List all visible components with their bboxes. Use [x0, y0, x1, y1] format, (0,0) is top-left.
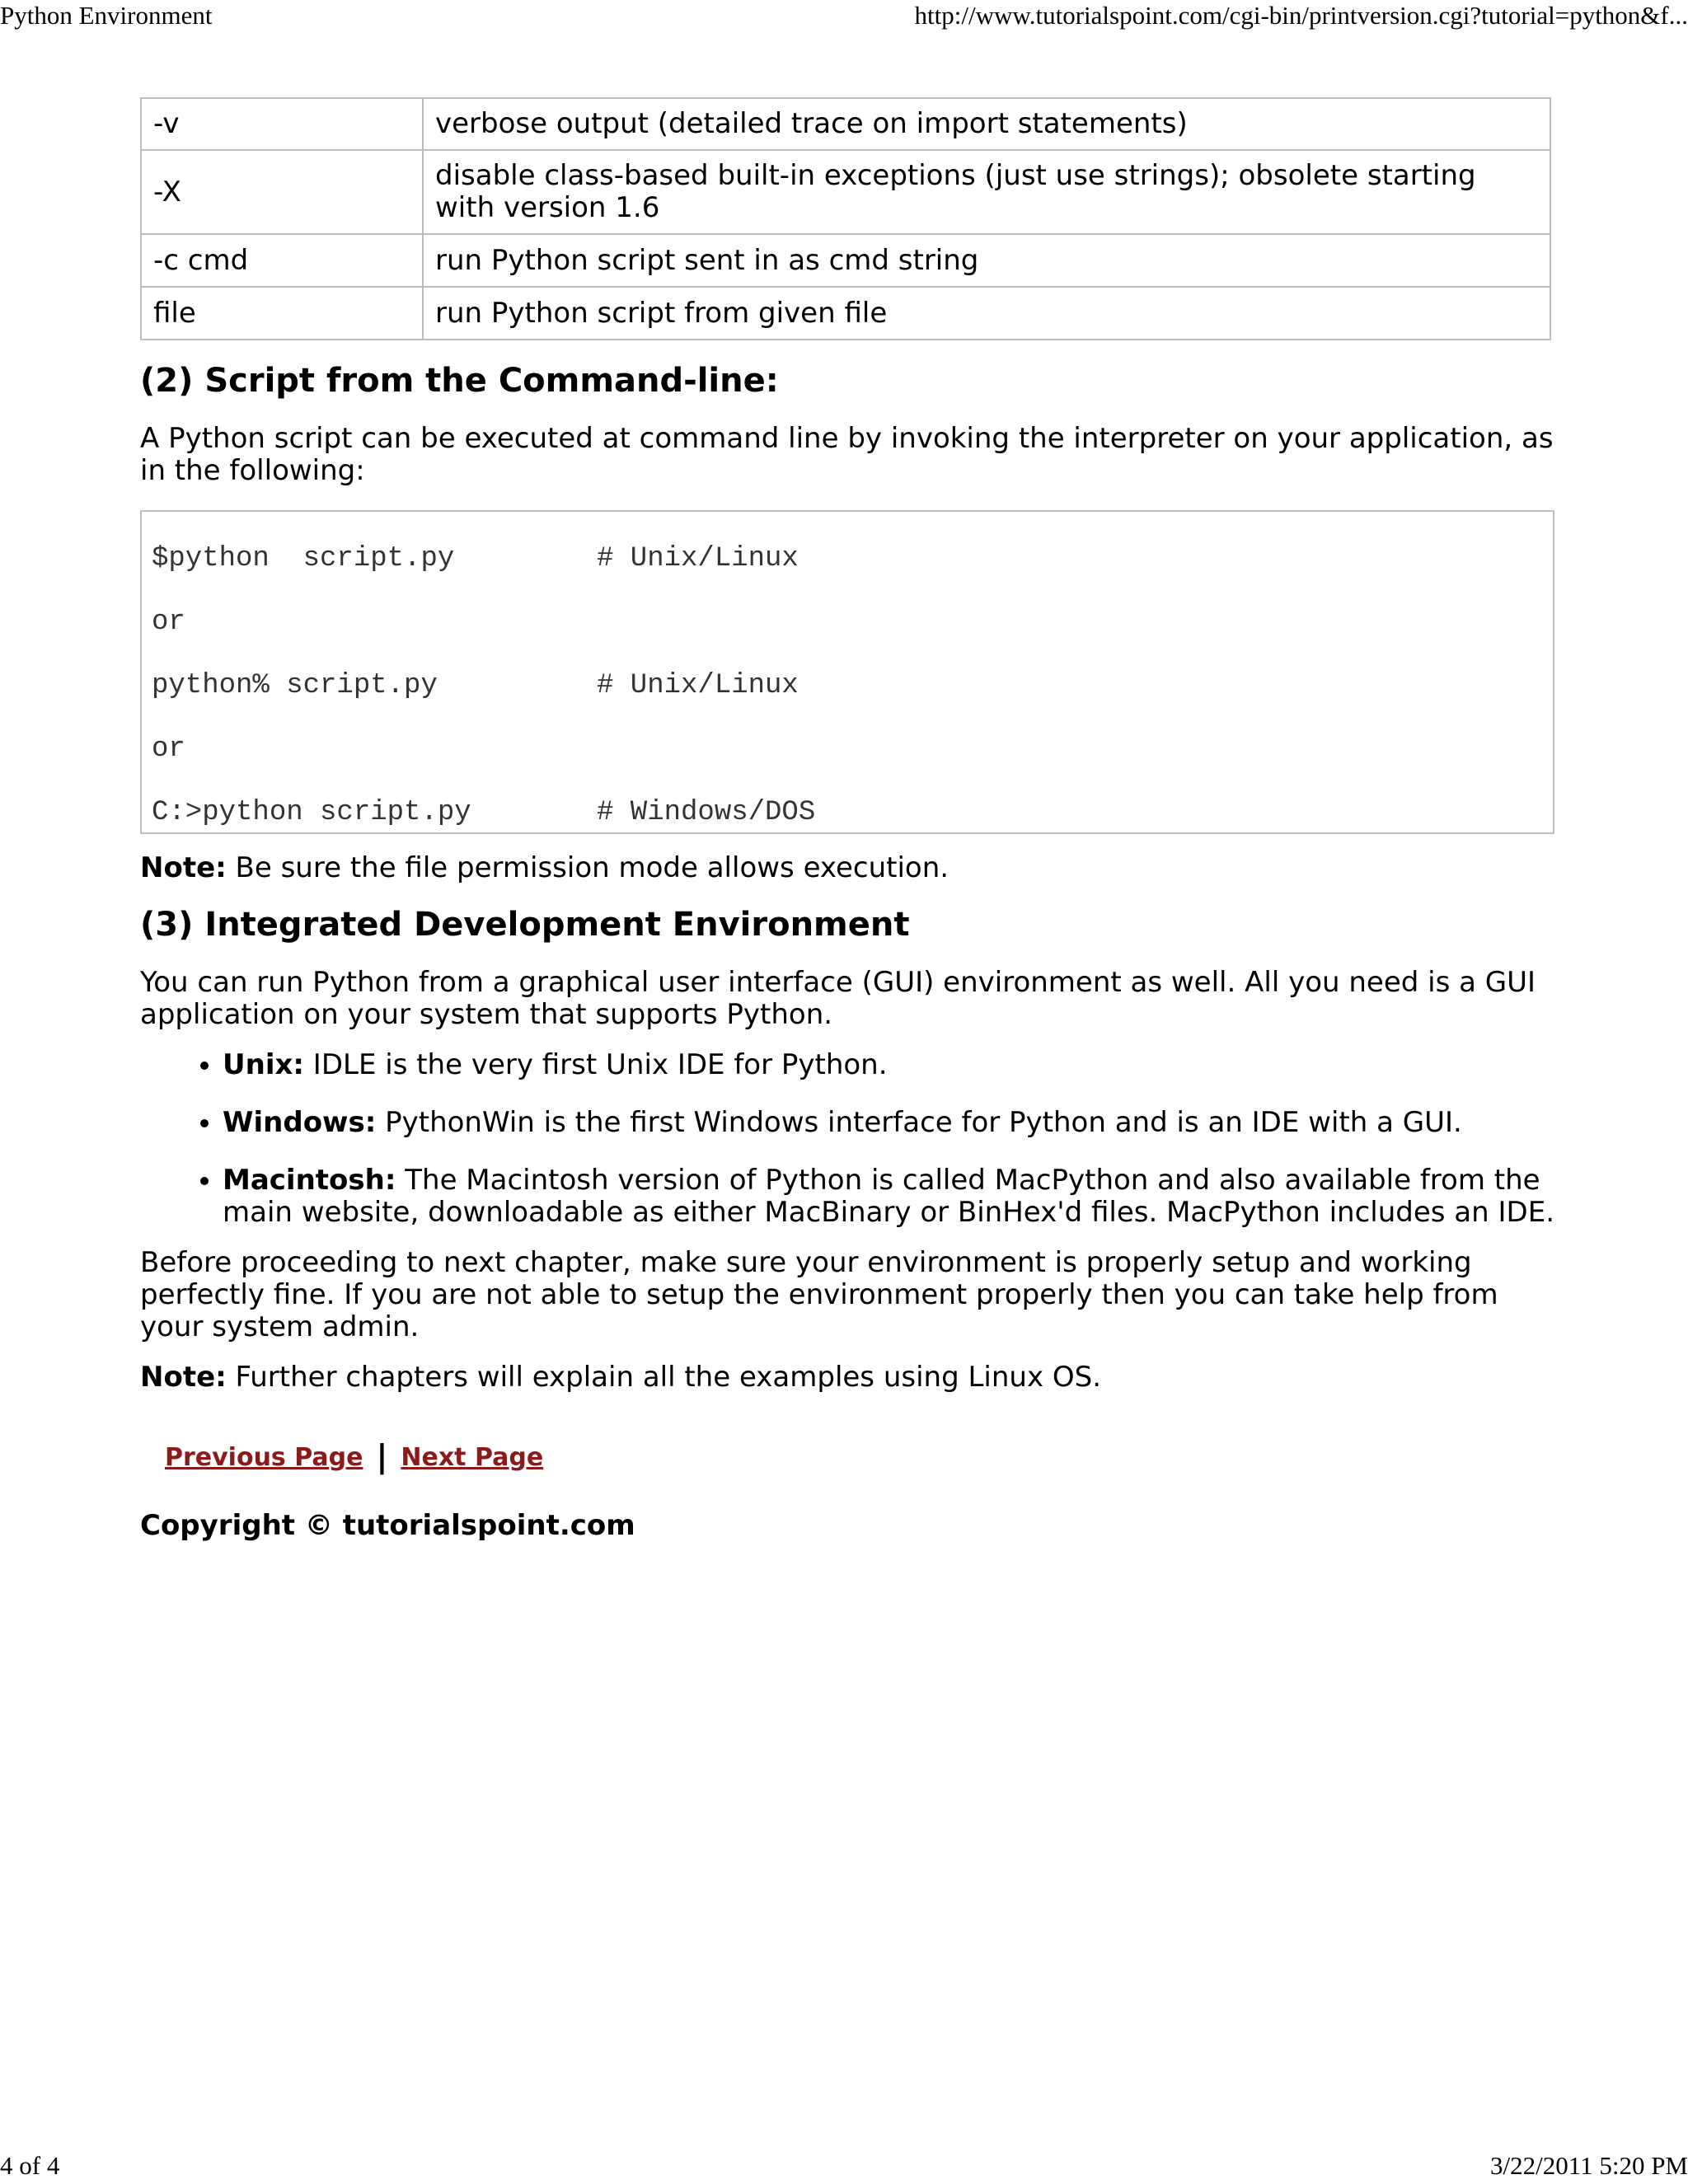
code-line — [152, 797, 1543, 829]
print-header-url: http://www.tutorialspoint.com/cgi-bin/printversion.cgi?tutorial=python&f... — [914, 1, 1688, 30]
closing-paragraph: Before proceeding to next chapter, make sure your environment is properly setup and working perfectly fine. If you are not able to setup the environment properly then you can take help from your system admin. — [140, 1246, 1498, 1343]
code-line — [152, 607, 1543, 670]
command-line-intro: A Python script can be executed at command line by invoking the interpreter on your application, as in the following: — [140, 422, 1554, 487]
list-item — [223, 1107, 1554, 1139]
code-command: or — [152, 733, 185, 765]
note-label: Note: — [140, 1361, 227, 1394]
page-count: 4 of 4 — [0, 2151, 60, 2180]
list-item-label: Unix: — [223, 1048, 304, 1081]
option-cell: -X — [141, 150, 423, 234]
linux-note — [140, 1361, 1554, 1394]
code-command: $python script.py — [152, 543, 455, 574]
list-item-text: IDLE is the very first Unix IDE for Python. — [304, 1048, 888, 1081]
list-item — [223, 1165, 1554, 1229]
option-cell: -c cmd — [141, 234, 423, 287]
list-item — [223, 1049, 1554, 1081]
code-line — [152, 733, 1543, 797]
copyright-notice: Copyright © tutorialspoint.com — [140, 1509, 635, 1542]
description-cell: disable class-based built-in exceptions (just use strings); obsolete starting with version 1.6 — [423, 150, 1550, 234]
code-command: C:>python script.py — [152, 797, 471, 828]
page-content — [140, 97, 1554, 1542]
table-row — [141, 98, 1550, 150]
description-cell: run Python script from given file — [423, 287, 1550, 340]
code-line — [152, 543, 1543, 607]
ide-intro: You can run Python from a graphical user interface (GUI) environment as well. All you need is a GUI application on your system that supports Python. — [140, 966, 1536, 1031]
description-cell: run Python script sent in as cmd string — [423, 234, 1550, 287]
options-table — [140, 97, 1551, 340]
list-item-label: Windows: — [223, 1106, 377, 1139]
code-comment: # Unix/Linux — [597, 543, 799, 574]
print-header-title: Python Environment — [0, 1, 213, 30]
next-page-link[interactable]: Next Page — [401, 1443, 544, 1472]
code-comment: # Unix/Linux — [597, 670, 799, 701]
previous-page-link[interactable]: Previous Page — [165, 1443, 363, 1472]
list-item-text: The Macintosh version of Python is called MacPython and also available from the main website, downloadable as either MacBinary or BinHex'd files. MacPython includes an IDE. — [223, 1164, 1554, 1229]
ide-list — [140, 1049, 1554, 1229]
description-cell: verbose output (detailed trace on import statements) — [423, 98, 1550, 150]
section-heading-command-line: (2) Script from the Command-line: — [140, 362, 779, 400]
table-row — [141, 150, 1550, 234]
section-heading-ide: (3) Integrated Development Environment — [140, 906, 910, 944]
nav-separator: | — [376, 1438, 388, 1474]
code-command: python% script.py — [152, 670, 438, 701]
code-block — [140, 510, 1554, 834]
list-item-label: Macintosh: — [223, 1164, 396, 1197]
note-text: Further chapters will explain all the examples using Linux OS. — [226, 1361, 1102, 1394]
table-row — [141, 234, 1550, 287]
note-label: Note: — [140, 851, 227, 884]
option-cell: -v — [141, 98, 423, 150]
code-line — [152, 670, 1543, 733]
permission-note — [140, 852, 1554, 884]
note-text: Be sure the file permission mode allows execution. — [226, 851, 950, 884]
page-navigation — [140, 1440, 1554, 1474]
table-row — [141, 287, 1550, 340]
list-item-text: PythonWin is the first Windows interface for Python and is an IDE with a GUI. — [376, 1106, 1462, 1139]
code-command: or — [152, 607, 185, 638]
print-datetime: 3/22/2011 5:20 PM — [1490, 2151, 1688, 2180]
code-comment: # Windows/DOS — [597, 797, 816, 828]
option-cell: file — [141, 287, 423, 340]
